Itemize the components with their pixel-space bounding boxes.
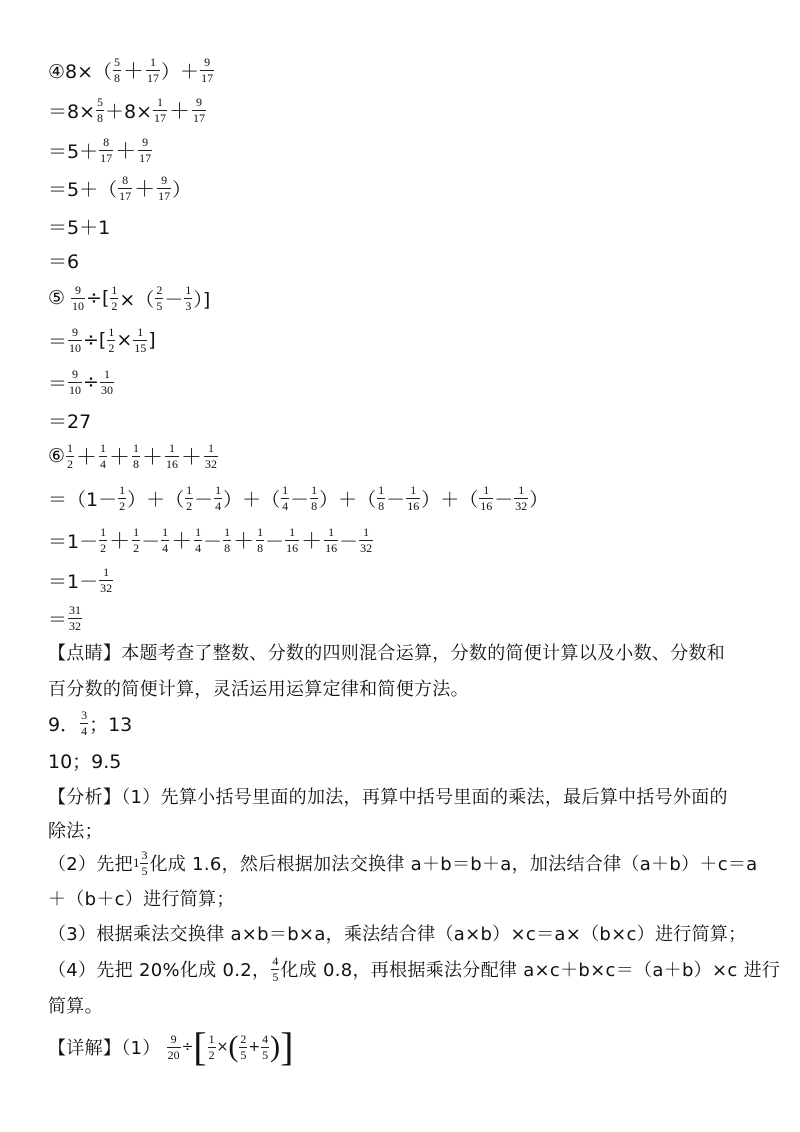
numerator: 9 — [75, 282, 82, 297]
denominator: 5 — [141, 863, 148, 878]
numerator: 1 — [518, 482, 525, 497]
denominator: 3 — [185, 298, 192, 313]
numerator: 1 — [378, 482, 385, 497]
analysis-line5: （3）根据乘法交换律 a×b＝b×a，乘法结合律（a×b）×c＝a×（b×c）进行简算； — [48, 924, 747, 945]
numerator: 9 — [170, 1031, 177, 1046]
fraction — [153, 96, 167, 125]
denominator: 20 — [167, 1047, 180, 1062]
denominator: 17 — [193, 110, 206, 125]
ex4-line6: ＝6 — [48, 250, 80, 273]
numerator: 4 — [272, 953, 279, 968]
analysis-line1: 【分析】（1）先算小括号里面的加法，再算中括号里面的乘法，最后算中括号外面的 — [48, 787, 728, 808]
denominator: 4 — [81, 723, 88, 738]
numerator: 1 — [311, 482, 318, 497]
fraction — [68, 368, 82, 397]
fraction — [281, 484, 289, 513]
text: ④8×（ — [48, 60, 113, 83]
denominator: 16 — [286, 540, 299, 555]
denominator: 5 — [156, 298, 163, 313]
fraction — [99, 442, 107, 471]
numerator: 1 — [282, 482, 289, 497]
fraction — [80, 709, 88, 738]
denominator: 16 — [166, 456, 179, 471]
analysis-line7: 简算。 — [48, 996, 103, 1017]
fraction — [184, 284, 192, 313]
answer-9: 9． $\frac{3}{4}$ ；13 — [48, 707, 133, 738]
numerator: 1 — [67, 440, 74, 455]
denominator: 4 — [215, 498, 222, 513]
numerator: 1 — [119, 482, 126, 497]
numerator: 1 — [186, 482, 193, 497]
analysis-line6: （4）先把 20%化成 0.2， $\frac{4}{5}$ 化成 0.8，再根据乘法分配律 a×c＋b×c＝（a＋b）×c 进行 — [48, 953, 781, 984]
denominator: 32 — [205, 456, 218, 471]
denominator: 10 — [69, 340, 82, 355]
numerator: 1 — [208, 1031, 215, 1046]
fraction — [185, 484, 193, 513]
fraction — [66, 442, 74, 471]
fraction — [514, 484, 528, 513]
ex5-line3: ＝ $\frac{9}{10}$ ÷ $\frac{1}{30}$ — [48, 366, 113, 397]
denominator: 17 — [100, 150, 113, 165]
fraction — [118, 174, 132, 203]
fraction — [155, 284, 163, 313]
denominator: 17 — [147, 70, 160, 85]
ex6-line4: ＝1－ $\frac{1}{32}$ — [48, 564, 113, 595]
ex4-line2: ＝8× $\frac{5}{8}$ ＋8× $\frac{1}{17}$ ＋ $\frac{9}{17}$ — [48, 94, 206, 125]
fraction — [406, 484, 420, 513]
denominator: 32 — [69, 618, 82, 633]
numerator: 1 — [185, 282, 192, 297]
note-line1: 【点睛】本题考查了整数、分数的四则混合运算，分数的简便计算以及小数、分数和 — [48, 643, 726, 664]
fraction — [113, 56, 121, 85]
denominator: 2 — [119, 498, 126, 513]
numerator: 1 — [363, 524, 370, 539]
fraction — [223, 526, 231, 555]
denominator: 4 — [100, 456, 107, 471]
denominator: 32 — [515, 498, 528, 513]
denominator: 10 — [72, 298, 85, 313]
fraction — [146, 56, 160, 85]
denominator: 16 — [407, 498, 420, 513]
numerator: 9 — [72, 324, 79, 339]
numerator: 2 — [240, 1031, 247, 1046]
denominator: 5 — [272, 969, 279, 984]
ex4-line1: ④8×（ $\frac{5}{8}$ ＋ $\frac{1}{17}$ ）＋ $\frac{9}{17}$ — [48, 54, 214, 85]
fraction — [200, 56, 214, 85]
numerator: 1 — [150, 54, 157, 69]
numerator: 1 — [133, 524, 140, 539]
numerator: 1 — [328, 524, 335, 539]
denominator: 2 — [108, 340, 115, 355]
fraction — [256, 526, 264, 555]
numerator: 9 — [204, 54, 211, 69]
denominator: 8 — [257, 540, 264, 555]
fraction — [133, 326, 147, 355]
denominator: 8 — [133, 456, 140, 471]
denominator: 17 — [154, 110, 167, 125]
fraction — [100, 368, 114, 397]
numerator: 1 — [137, 324, 144, 339]
fraction — [68, 326, 82, 355]
fraction — [310, 484, 318, 513]
fraction — [359, 526, 373, 555]
denominator: 4 — [162, 540, 169, 555]
ex5-line2: ＝ $\frac{9}{10}$ ÷[ $\frac{1}{2}$ × $\frac{1}{15}$ ] — [48, 324, 156, 355]
fraction — [132, 442, 140, 471]
denominator: 4 — [195, 540, 202, 555]
fraction — [239, 1033, 247, 1062]
denominator: 8 — [311, 498, 318, 513]
numerator: 1 — [157, 94, 164, 109]
denominator: 8 — [224, 540, 231, 555]
numerator: 2 — [156, 282, 163, 297]
denominator: 32 — [360, 540, 373, 555]
ex4-line5: ＝5＋1 — [48, 216, 111, 239]
denominator: 2 — [111, 298, 118, 313]
fraction — [99, 136, 113, 165]
analysis-line2: 除法； — [48, 821, 103, 842]
fraction — [99, 566, 113, 595]
numerator: 1 — [100, 440, 107, 455]
fraction — [138, 136, 152, 165]
fraction — [140, 849, 148, 878]
fraction — [214, 484, 222, 513]
denominator: 2 — [100, 540, 107, 555]
numerator: 1 — [133, 440, 140, 455]
fraction — [204, 442, 218, 471]
fraction — [271, 955, 279, 984]
numerator: 1 — [100, 524, 107, 539]
numerator: 1 — [483, 482, 490, 497]
denominator: 2 — [208, 1047, 215, 1062]
fraction — [285, 526, 299, 555]
denominator: 17 — [158, 188, 171, 203]
numerator: 8 — [122, 172, 129, 187]
numerator: 1 — [162, 524, 169, 539]
numerator: 1 — [111, 282, 118, 297]
fraction — [165, 442, 179, 471]
numerator: 1 — [215, 482, 222, 497]
denominator: 17 — [139, 150, 152, 165]
ex4-line4: ＝5＋（ $\frac{8}{17}$ ＋ $\frac{9}{17}$ ） — [48, 172, 192, 203]
numerator: 9 — [142, 134, 149, 149]
numerator: 1 — [103, 564, 110, 579]
denominator: 17 — [119, 188, 132, 203]
fraction — [161, 526, 169, 555]
denominator: 15 — [134, 340, 147, 355]
fraction — [261, 1033, 269, 1062]
detail-line1: 【详解】（1） $\frac{9}{20}$ ÷ [ $\frac{1}{2}$ × ( $\frac{2}{5}$ + $\frac{4}{5}$ ) ] — [48, 1024, 294, 1069]
denominator: 17 — [201, 70, 214, 85]
numerator: 4 — [262, 1031, 269, 1046]
note-line2: 百分数的简便计算，灵活运用运算定律和简便方法。 — [48, 679, 469, 700]
fraction — [479, 484, 493, 513]
ex4-line3: ＝5＋ $\frac{8}{17}$ ＋ $\frac{9}{17}$ — [48, 134, 152, 165]
fraction — [110, 284, 118, 313]
ex5-line1: ⑤ $\frac{9}{10}$ ÷[ $\frac{1}{2}$ ×（ $\frac{2}{5}$ － $\frac{1}{3}$ ）] — [48, 282, 211, 313]
denominator: 8 — [114, 70, 121, 85]
ex6-line5: ＝ $\frac{31}{32}$ — [48, 602, 82, 633]
denominator: 30 — [100, 382, 113, 397]
denominator: 4 — [282, 498, 289, 513]
answer-10: 10；9.5 — [48, 750, 122, 773]
fraction — [132, 526, 140, 555]
analysis-line4: ＋（b＋c）进行简算； — [48, 889, 235, 910]
denominator: 2 — [186, 498, 193, 513]
fraction — [167, 1033, 181, 1062]
numerator: 1 — [103, 366, 110, 381]
denominator: 32 — [100, 580, 113, 595]
fraction — [377, 484, 385, 513]
denominator: 2 — [67, 456, 74, 471]
numerator: 1 — [208, 440, 215, 455]
numerator: 3 — [81, 707, 88, 722]
denominator: 10 — [69, 382, 82, 397]
numerator: 9 — [196, 94, 203, 109]
numerator: 5 — [114, 54, 121, 69]
fraction — [107, 326, 115, 355]
numerator: 1 — [257, 524, 264, 539]
numerator: 1 — [108, 324, 115, 339]
fraction — [192, 96, 206, 125]
fraction — [118, 484, 126, 513]
fraction — [68, 604, 82, 633]
numerator: 8 — [103, 134, 110, 149]
ex6-line2: ＝（1－ $\frac{1}{2}$ ）＋（ $\frac{1}{2}$ － $\frac{1}{4}$ ）＋（ $\frac{1}{4}$ － $\frac{1}{8}$ ）＋（ $\frac{1}{8}$ － $\frac{1}{16}$ ）＋（ $\frac{1}{16}$ － $\frac{1}{32}$ ） — [48, 482, 549, 513]
denominator: 5 — [240, 1047, 247, 1062]
numerator: 31 — [69, 602, 82, 617]
fraction — [157, 174, 171, 203]
denominator: 16 — [325, 540, 338, 555]
numerator: 9 — [72, 366, 79, 381]
ex6-line3: ＝1－ $\frac{1}{2}$ ＋ $\frac{1}{2}$ － $\frac{1}{4}$ ＋ $\frac{1}{4}$ － $\frac{1}{8}$ ＋ $\frac{1}{8}$ － $\frac{1}{16}$ ＋ $\frac{1}{16}$ － $\frac{1}{32}$ — [48, 524, 373, 555]
fraction — [194, 526, 202, 555]
numerator: 9 — [161, 172, 168, 187]
denominator: 8 — [378, 498, 385, 513]
numerator: 1 — [169, 440, 176, 455]
numerator: 1 — [289, 524, 296, 539]
numerator: 3 — [141, 847, 148, 862]
denominator: 2 — [133, 540, 140, 555]
fraction — [96, 96, 104, 125]
ex6-line1: ⑥ $\frac{1}{2}$ ＋ $\frac{1}{4}$ ＋ $\frac{1}{8}$ ＋ $\frac{1}{16}$ ＋ $\frac{1}{32}$ — [48, 440, 218, 471]
fraction — [71, 284, 85, 313]
denominator: 16 — [480, 498, 493, 513]
numerator: 1 — [224, 524, 231, 539]
denominator: 8 — [97, 110, 104, 125]
denominator: 5 — [262, 1047, 269, 1062]
fraction — [99, 526, 107, 555]
numerator: 5 — [97, 94, 104, 109]
fraction — [208, 1033, 216, 1062]
numerator: 1 — [410, 482, 417, 497]
fraction — [324, 526, 338, 555]
numerator: 1 — [195, 524, 202, 539]
ex5-line4: ＝27 — [48, 410, 92, 433]
analysis-line3: （2）先把 1 $\frac{3}{5}$ 化成 1.6，然后根据加法交换律 a＋b＝b＋a，加法结合律（a＋b）＋c＝a — [48, 847, 758, 878]
